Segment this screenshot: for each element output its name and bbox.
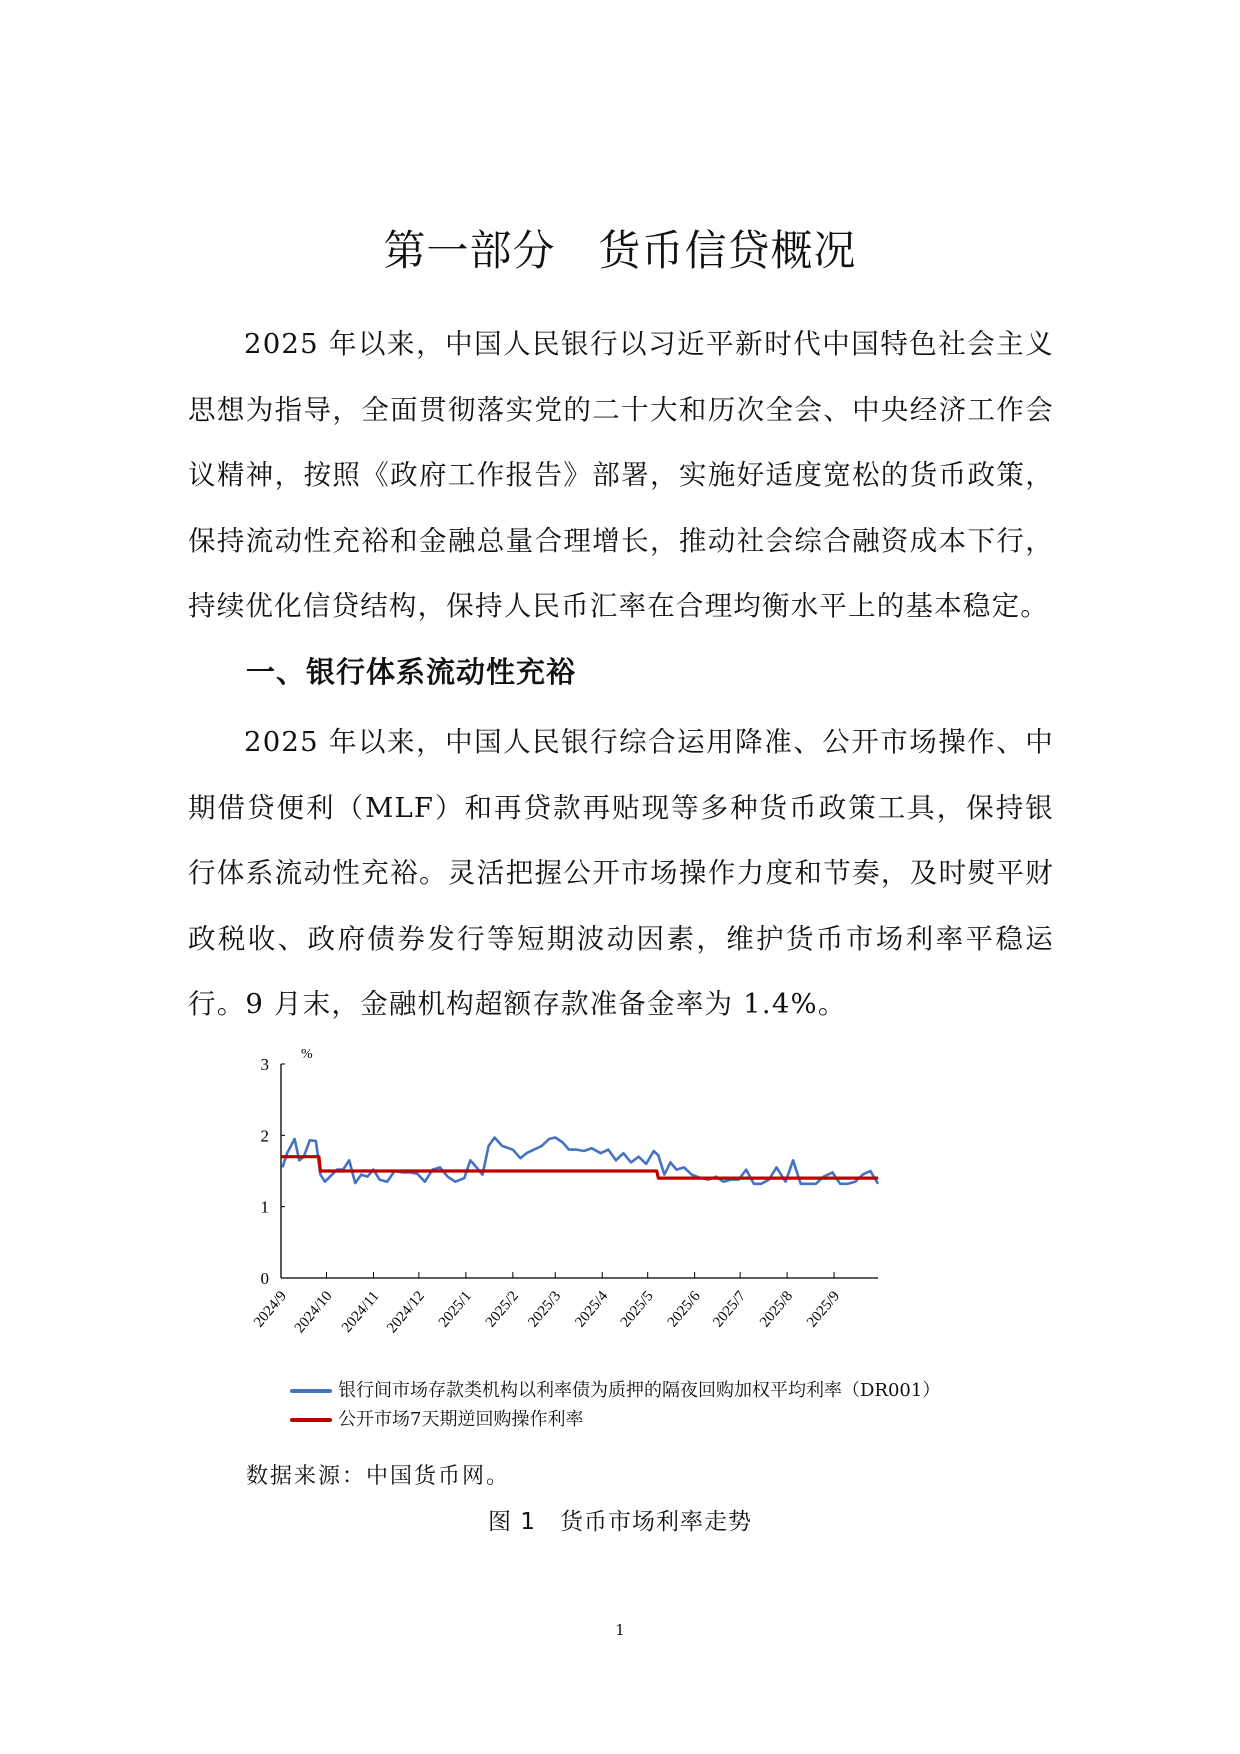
figure-caption: 图 1 货币市场利率走势	[488, 1509, 752, 1535]
page-title: 第一部分 货币信贷概况	[383, 226, 857, 275]
x-tick-label: 2025/6	[664, 1288, 704, 1331]
x-tick-label: 2025/9	[804, 1288, 844, 1331]
legend-label-reverse-repo: 公开市场7天期逆回购操作利率	[338, 1409, 584, 1430]
paragraph-intro-text: 2025 年以来，中国人民银行以习近平新时代中国特色社会主义思想为指导，全面贯彻落实党的二十大和历次全会、中央经济工作会议精神，按照《政府工作报告》部署，实施好适度宽松的货币政策，保持流动性充裕和金融总量合理增长，推动社会综合融资成本下行，持续优化信贷结构，保持人民币汇率在合理均衡水平上的基本稳定。	[188, 328, 1054, 622]
x-tick-label: 2024/11	[338, 1288, 383, 1336]
x-tick-label: 2025/8	[757, 1288, 797, 1331]
y-tick-label: 3	[260, 1055, 269, 1074]
x-tick-label: 2025/1	[435, 1288, 475, 1331]
y-tick-label: 2	[260, 1126, 269, 1146]
x-tick-label: 2024/10	[291, 1288, 336, 1337]
section-heading: 一、银行体系流动性充裕	[246, 655, 577, 689]
y-tick-label: 1	[260, 1197, 269, 1217]
paragraph-liquidity	[188, 710, 1054, 1038]
chart-axes	[251, 1047, 878, 1336]
chart-legend	[290, 1376, 940, 1434]
legend-swatch-blue	[290, 1389, 332, 1393]
legend-item-reverse-repo	[290, 1405, 940, 1434]
y-tick-label: 0	[260, 1269, 269, 1288]
page-number: 1	[615, 1621, 625, 1639]
chart-lines	[281, 1138, 878, 1184]
x-tick-label: 2025/7	[710, 1288, 750, 1331]
x-tick-label: 2025/2	[482, 1288, 522, 1331]
chart-canvas	[240, 1040, 1000, 1380]
x-tick-label: 2025/4	[572, 1288, 612, 1331]
legend-label-dr001: 银行间市场存款类机构以利率债为质押的隔夜回购加权平均利率（DR001）	[338, 1380, 941, 1401]
paragraph-intro	[188, 312, 1054, 640]
x-tick-label: 2025/5	[617, 1288, 657, 1331]
legend-item-dr001	[290, 1376, 940, 1405]
x-tick-label: 2025/3	[525, 1288, 565, 1331]
data-source-note: 数据来源：中国货币网。	[246, 1464, 511, 1489]
x-tick-label: 2024/9	[251, 1288, 291, 1331]
y-unit-label: %	[301, 1047, 313, 1062]
x-tick-label: 2024/12	[384, 1288, 428, 1337]
paragraph-liquidity-text: 2025 年以来，中国人民银行综合运用降准、公开市场操作、中期借贷便利（MLF）和再贷款再贴现等多种货币政策工具，保持银行体系流动性充裕。灵活把握公开市场操作力度和节奏，及时熨平财政税收、政府债券发行等短期波动因素，维护货币市场利率平稳运行。9 月末，金融机构超额存款准备金率为 1.4%。	[188, 726, 1054, 1020]
legend-swatch-red	[290, 1418, 332, 1422]
